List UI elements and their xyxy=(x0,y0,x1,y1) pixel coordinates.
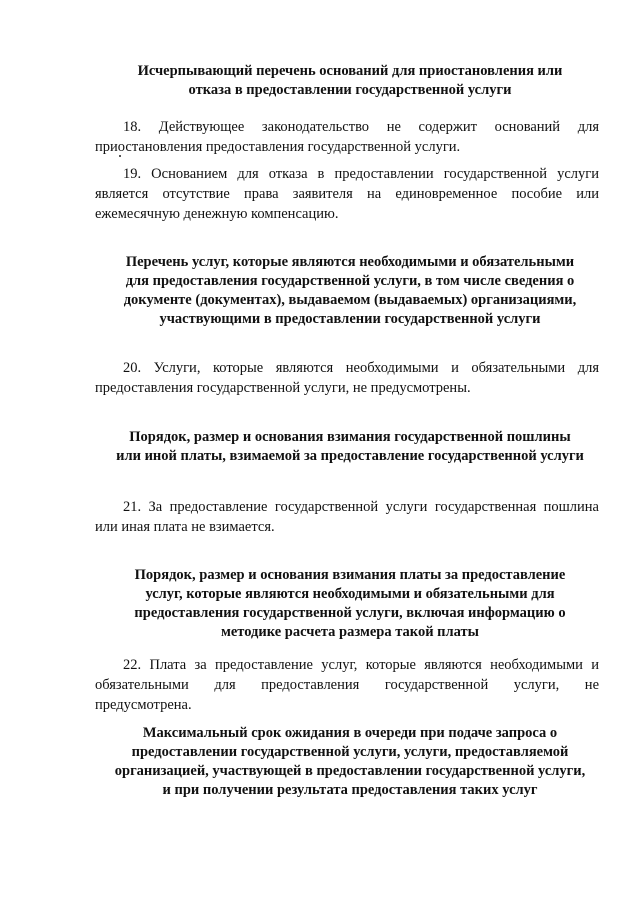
heading-line: услуг, которые являются необходимыми и обязательными для xyxy=(145,586,555,602)
section-heading-queue-time xyxy=(100,724,600,800)
paragraph-line: 20. Услуги, которые являются необходимыми и обязательными для xyxy=(123,360,599,376)
heading-line: организацией, участвующей в предоставлении государственной услуги, xyxy=(114,763,586,779)
paragraph-line: предоставления государственной услуги, не предусмотрены. xyxy=(95,380,471,396)
paragraph-line: 18. Действующее законодательство не содержит оснований для xyxy=(123,119,599,135)
heading-line: Максимальный срок ожидания в очереди при подаче запроса о xyxy=(142,725,558,741)
paragraph-line: 21. За предоставление государственной услуги государственная пошлина xyxy=(123,499,599,515)
paragraph-line: приостановления предоставления государственной услуги. xyxy=(95,139,461,155)
paragraph-22 xyxy=(95,655,599,715)
stray-mark xyxy=(119,155,121,157)
heading-line: документе (документах), выдаваемом (выдаваемых) организациями, xyxy=(123,292,577,308)
heading-line: предоставлении государственной услуги, услуги, предоставляемой xyxy=(131,744,569,760)
heading-line: Порядок, размер и основания взимания государственной пошлины xyxy=(129,429,571,445)
heading-line: предоставления государственной услуги, включая информацию о xyxy=(134,605,566,621)
heading-line: для предоставления государственной услуги, в том числе сведения о xyxy=(125,273,575,289)
paragraph-19 xyxy=(95,164,599,224)
paragraph-21 xyxy=(95,497,599,537)
paragraph-line: или иная плата не взимается. xyxy=(95,519,275,535)
section-heading-required-services xyxy=(100,253,600,329)
heading-line: Порядок, размер и основания взимания платы за предоставление xyxy=(134,567,566,583)
section-heading-grounds-for-refusal xyxy=(100,62,600,100)
heading-line: методике расчета размера такой платы xyxy=(220,624,479,640)
heading-line: Исчерпывающий перечень оснований для приостановления или xyxy=(137,63,563,79)
heading-line: отказа в предоставлении государственной услуги xyxy=(188,82,512,98)
paragraph-line: предусмотрена. xyxy=(95,697,192,713)
paragraph-18 xyxy=(95,117,599,157)
heading-line: участвующими в предоставлении государственной услуги xyxy=(159,311,541,327)
heading-line: и при получении результата предоставления таких услуг xyxy=(162,782,538,798)
paragraph-line: ежемесячную денежную компенсацию. xyxy=(95,206,339,222)
paragraph-20 xyxy=(95,358,599,398)
paragraph-line: 22. Плата за предоставление услуг, которые являются необходимыми и xyxy=(123,657,599,673)
paragraph-line: 19. Основанием для отказа в предоставлении государственной услуги xyxy=(123,166,599,182)
heading-line: Перечень услуг, которые являются необходимыми и обязательными xyxy=(125,254,575,270)
section-heading-fee-procedure xyxy=(100,566,600,642)
paragraph-line: обязательными для предоставления государственной услуги, не xyxy=(95,677,599,693)
heading-line: или иной платы, взимаемой за предоставление государственной услуги xyxy=(116,448,584,464)
paragraph-line: является отсутствие права заявителя на единовременное пособие или xyxy=(95,186,599,202)
section-heading-state-duty xyxy=(100,428,600,466)
